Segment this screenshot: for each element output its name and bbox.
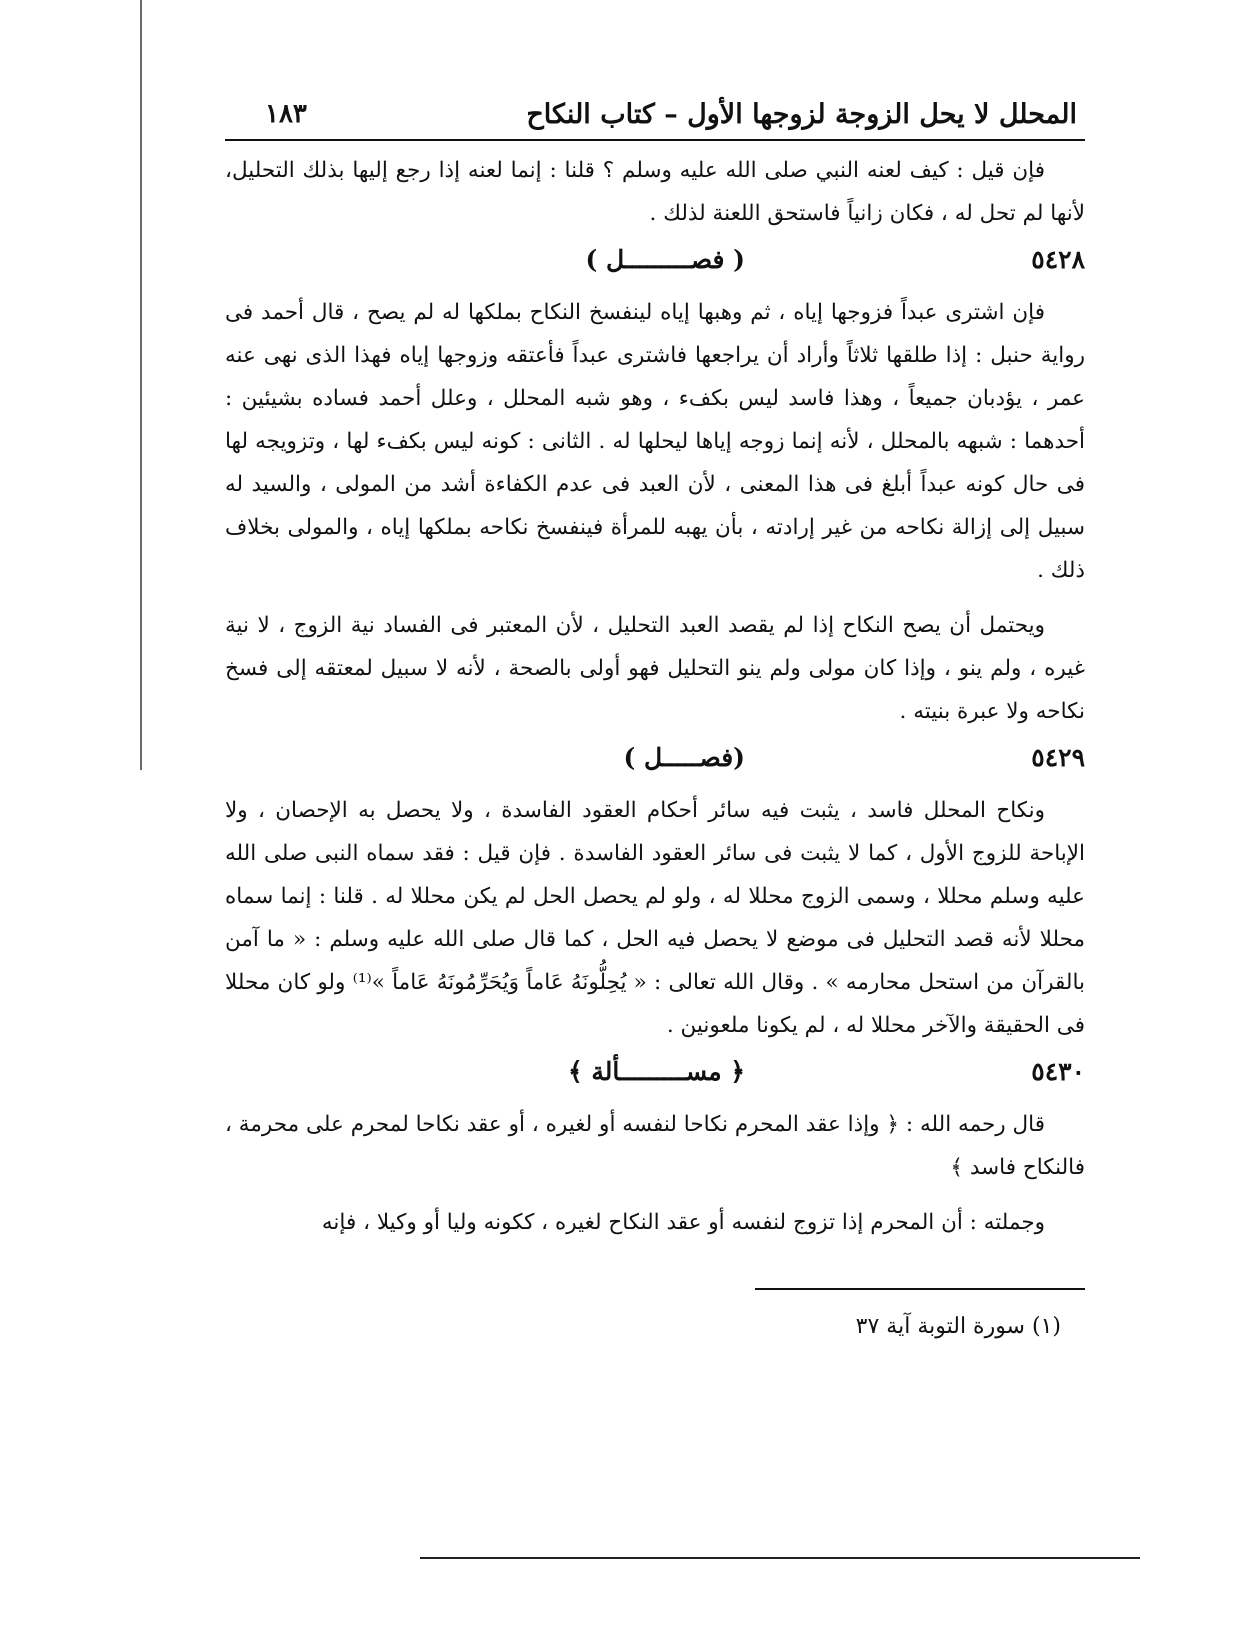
page-header	[225, 95, 1085, 141]
bottom-scan-line	[420, 1557, 1140, 1559]
running-title: المحلل لا يحل الزوجة لزوجها الأول – كتاب النكاح	[526, 99, 1077, 130]
paragraph-3: ويحتمل أن يصح النكاح إذا لم يقصد العبد التحليل ، لأن المعتبر فى الفساد نية الزوج ، لا نية غيره ، ولم ينو ، وإذا كان مولى ولم ينو التحليل فهو أولى بالصحة ، لأنه لا سبيل لمعتقه إلى فسخ نكاحه ولا عبرة بنيته .	[225, 613, 1085, 724]
section-heading-5428	[225, 235, 1085, 291]
section-heading-5429	[225, 733, 1085, 789]
paragraph-6: وجملته : أن المحرم إذا تزوج لنفسه أو عقد النكاح لغيره ، ككونه وليا أو وكيلا ، فإنه	[321, 1210, 1045, 1235]
page-number: ١٨٣	[265, 99, 307, 129]
section-label: ﴿ مســـــــــألة ﴾	[568, 1057, 745, 1086]
section-number: ٥٤٢٩	[1031, 743, 1085, 772]
scan-edge-line	[140, 0, 142, 770]
paragraph-4: ونكاح المحلل فاسد ، يثبت فيه سائر أحكام العقود الفاسدة ، ولا يحصل به الإحصان ، ولا الإباحة للزوج الأول ، كما لا يثبت فى سائر العقود الفاسدة . فإن قيل : فقد سماه النبى صلى الله عليه وسلم محللا ، وسمى الزوج محللا له ، ولو لم يحصل الحل لم يكن محللا له . قلنا : إنما سماه محللا لأنه قصد التحليل فى موضع لا يحصل فيه الحل ، كما قال صلى الله عليه وسلم : « ما آمن بالقرآن من استحل محارمه » . وقال الله تعالى : « يُحِلُّونَهُ عَاماً وَيُحَرِّمُونَهُ عَاماً »⁽¹⁾ ولو كان محللا فى الحقيقة والآخر محللا له ، لم يكونا ملعونين .	[225, 798, 1086, 1038]
section-label: (فصـــــل )	[623, 743, 745, 772]
section-number: ٥٤٢٨	[1031, 245, 1085, 274]
book-page	[225, 95, 1085, 1339]
paragraph-1: فإن قيل : كيف لعنه النبي صلى الله عليه وسلم ؟ قلنا : إنما لعنه إذا رجع إليها بذلك التحليل، لأنها لم تحل له ، فكان زانياً فاستحق اللعنة لذلك .	[225, 158, 1085, 226]
footnote: (١) سورة التوبة آية ٣٧	[855, 1314, 1061, 1339]
footnote-divider	[755, 1288, 1085, 1290]
section-number: ٥٤٣٠	[1031, 1057, 1085, 1086]
paragraph-2: فإن اشترى عبداً فزوجها إياه ، ثم وهبها إياه لينفسخ النكاح بملكها له لم يصح ، قال أحمد فى رواية حنبل : إذا طلقها ثلاثاً وأراد أن يراجعها فاشترى عبداً فأعتقه وزوجها إياه فهذا الذى نهى عنه عمر ، يؤدبان جميعاً ، وهذا فاسد ليس بكفء ، وهو شبه المحلل ، وعلل أحمد فساده بشيئين : أحدهما : شبهه بالمحلل ، لأنه إنما زوجه إياها ليحلها له . الثانى : كونه ليس بكفء لها ، وتزويجه لها فى حال كونه عبداً أبلغ فى هذا المعنى ، لأن العبد فى عدم الكفاءة أشد من المولى ، والسيد له سبيل إلى إزالة نكاحه من غير إرادته ، بأن يهبه للمرأة فينفسخ نكاحه بملكها إياه ، والمولى بخلاف ذلك .	[225, 300, 1085, 583]
section-heading-5430	[225, 1047, 1085, 1103]
paragraph-5: قال رحمه الله : ﴿ وإذا عقد المحرم نكاحا لنفسه أو لغيره ، أو عقد نكاحا لمحرم على محرمة ، فالنكاح فاسد ﴾	[225, 1112, 1085, 1180]
section-label: ( فصـــــــــل )	[585, 245, 745, 274]
